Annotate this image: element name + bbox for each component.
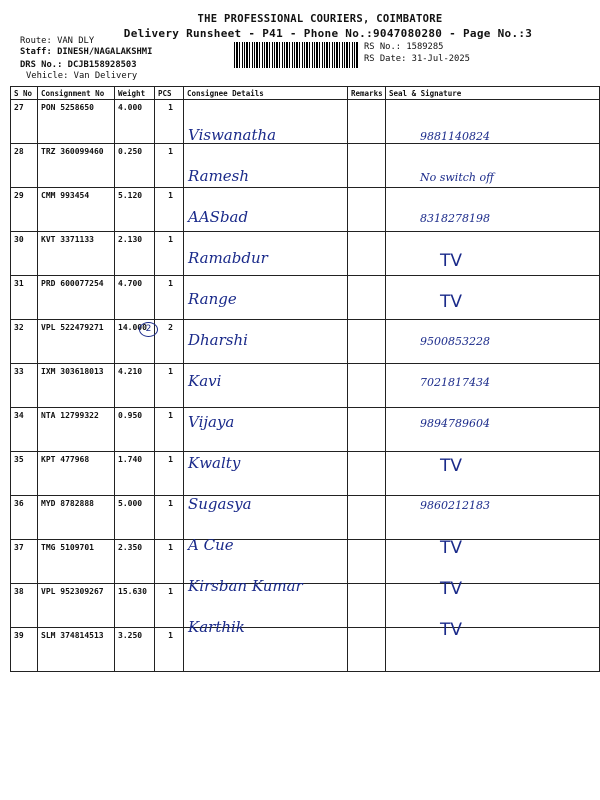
cell-pcs: 1 bbox=[155, 100, 184, 144]
cell-weight: 0.250 bbox=[115, 144, 155, 188]
handwritten-signature: TV bbox=[440, 251, 463, 271]
cell-remarks bbox=[348, 496, 386, 540]
company-title: THE PROFESSIONAL COURIERS, COIMBATORE bbox=[197, 13, 443, 25]
handwritten-consignee: Kirsban Kumar bbox=[188, 577, 303, 595]
cell-remarks bbox=[348, 364, 386, 408]
cell-sno: 36 bbox=[11, 496, 38, 540]
handwritten-consignee: Dharshi bbox=[188, 331, 248, 349]
cell-consignment: PRD 600077254 bbox=[38, 276, 115, 320]
rs-number: RS No.: 1589285 bbox=[364, 42, 444, 52]
cell-consignment: VPL 522479271 bbox=[38, 320, 115, 364]
staff-label: Staff: DINESH/NAGALAKSHMI bbox=[20, 47, 153, 57]
cell-pcs: 1 bbox=[155, 496, 184, 540]
cell-consignment: TRZ 360099460 bbox=[38, 144, 115, 188]
cell-pcs: 2 bbox=[155, 320, 184, 364]
handwritten-signature: 7021817434 bbox=[420, 376, 490, 389]
route-label: Route: VAN DLY bbox=[20, 36, 95, 46]
handwritten-consignee: Ramabdur bbox=[188, 249, 268, 267]
cell-pcs: 1 bbox=[155, 540, 184, 584]
col-header-consignment: Consignment No bbox=[38, 87, 115, 100]
cell-weight: 15.630 bbox=[115, 584, 155, 628]
cell-consignment: NTA 12799322 bbox=[38, 408, 115, 452]
cell-consignment: KVT 3371133 bbox=[38, 232, 115, 276]
cell-sno: 30 bbox=[11, 232, 38, 276]
handwritten-signature: 9894789604 bbox=[420, 417, 490, 430]
cell-pcs: 1 bbox=[155, 144, 184, 188]
handwritten-signature: TV bbox=[440, 579, 463, 599]
cell-sno: 33 bbox=[11, 364, 38, 408]
barcode-image bbox=[234, 42, 358, 68]
handwritten-signature: TV bbox=[440, 456, 463, 476]
cell-remarks bbox=[348, 276, 386, 320]
cell-weight: 2.130 bbox=[115, 232, 155, 276]
cell-seal bbox=[386, 496, 600, 540]
cell-sno: 28 bbox=[11, 144, 38, 188]
handwritten-consignee: Sugasya bbox=[188, 495, 252, 513]
handwritten-signature: No switch off bbox=[420, 171, 494, 184]
col-header-consignee: Consignee Details bbox=[184, 87, 348, 100]
cell-remarks bbox=[348, 452, 386, 496]
cell-consignment: VPL 952309267 bbox=[38, 584, 115, 628]
handwritten-signature: TV bbox=[440, 538, 463, 558]
cell-weight: 2.350 bbox=[115, 540, 155, 584]
handwritten-consignee: A Cue bbox=[188, 536, 234, 554]
cell-sno: 37 bbox=[11, 540, 38, 584]
table-row bbox=[11, 452, 600, 496]
table-row bbox=[11, 100, 600, 144]
cell-pcs: 1 bbox=[155, 628, 184, 672]
cell-sno: 32 bbox=[11, 320, 38, 364]
cell-weight: 5.000 bbox=[115, 496, 155, 540]
cell-seal bbox=[386, 188, 600, 232]
cell-seal bbox=[386, 628, 600, 672]
cell-pcs: 1 bbox=[155, 188, 184, 232]
handwritten-signature: TV bbox=[440, 620, 463, 640]
cell-remarks bbox=[348, 100, 386, 144]
cell-seal bbox=[386, 320, 600, 364]
cell-consignment: MYD 8782888 bbox=[38, 496, 115, 540]
handwritten-consignee: Viswanatha bbox=[188, 126, 277, 144]
cell-consignment: CMM 993454 bbox=[38, 188, 115, 232]
handwritten-signature: 9860212183 bbox=[420, 499, 490, 512]
handwritten-consignee: Karthik bbox=[188, 618, 245, 636]
cell-pcs: 1 bbox=[155, 452, 184, 496]
cell-remarks bbox=[348, 144, 386, 188]
rs-date: RS Date: 31-Jul-2025 bbox=[364, 54, 470, 64]
handwritten-signature: 9881140824 bbox=[420, 130, 490, 143]
cell-weight: 3.250 bbox=[115, 628, 155, 672]
cell-consignment: SLM 374814513 bbox=[38, 628, 115, 672]
cell-pcs: 1 bbox=[155, 364, 184, 408]
vehicle-label: Vehicle: Van Delivery bbox=[26, 71, 138, 81]
cell-pcs: 1 bbox=[155, 276, 184, 320]
table-row bbox=[11, 628, 600, 672]
runsheet-title: Delivery Runsheet - P41 - Phone No.:9047080280 - Page No.:3 bbox=[123, 27, 533, 40]
cell-sno: 34 bbox=[11, 408, 38, 452]
cell-sno: 39 bbox=[11, 628, 38, 672]
col-header-sno: S No bbox=[11, 87, 38, 100]
cell-remarks bbox=[348, 408, 386, 452]
cell-weight: 14.000 bbox=[115, 320, 155, 364]
table-row bbox=[11, 320, 600, 364]
cell-pcs: 1 bbox=[155, 408, 184, 452]
handwritten-consignee: Ramesh bbox=[188, 167, 250, 185]
cell-seal bbox=[386, 276, 600, 320]
col-header-pcs: PCS bbox=[155, 87, 184, 100]
cell-consignment: KPT 477968 bbox=[38, 452, 115, 496]
cell-consignment: IXM 303618013 bbox=[38, 364, 115, 408]
cell-seal bbox=[386, 584, 600, 628]
cell-remarks bbox=[348, 232, 386, 276]
cell-seal bbox=[386, 452, 600, 496]
cell-seal bbox=[386, 364, 600, 408]
cell-consignment: TMG 5109701 bbox=[38, 540, 115, 584]
cell-weight: 0.950 bbox=[115, 408, 155, 452]
handwritten-consignee: AASbad bbox=[188, 208, 249, 226]
cell-weight: 4.000 bbox=[115, 100, 155, 144]
cell-consignment: PON 5258650 bbox=[38, 100, 115, 144]
cell-remarks bbox=[348, 628, 386, 672]
col-header-weight: Weight bbox=[115, 87, 155, 100]
table-row bbox=[11, 540, 600, 584]
table-header-row bbox=[11, 87, 600, 100]
table-row bbox=[11, 408, 600, 452]
table-row bbox=[11, 496, 600, 540]
cell-sno: 27 bbox=[11, 100, 38, 144]
circled-note: 2 bbox=[139, 322, 158, 337]
table-row bbox=[11, 232, 600, 276]
cell-remarks bbox=[348, 540, 386, 584]
cell-sno: 35 bbox=[11, 452, 38, 496]
cell-seal bbox=[386, 408, 600, 452]
handwritten-signature: TV bbox=[440, 292, 463, 312]
handwritten-consignee: Kwalty bbox=[188, 454, 241, 472]
cell-weight: 5.120 bbox=[115, 188, 155, 232]
col-header-remarks: Remarks bbox=[348, 87, 386, 100]
runsheet-table bbox=[10, 86, 600, 672]
cell-remarks bbox=[348, 320, 386, 364]
cell-seal bbox=[386, 100, 600, 144]
cell-seal bbox=[386, 540, 600, 584]
table-row bbox=[11, 584, 600, 628]
cell-pcs: 1 bbox=[155, 232, 184, 276]
table-row bbox=[11, 188, 600, 232]
cell-sno: 29 bbox=[11, 188, 38, 232]
cell-remarks bbox=[348, 584, 386, 628]
cell-seal bbox=[386, 232, 600, 276]
cell-sno: 31 bbox=[11, 276, 38, 320]
handwritten-consignee: Kavi bbox=[188, 372, 222, 390]
cell-pcs: 1 bbox=[155, 584, 184, 628]
table-row bbox=[11, 364, 600, 408]
handwritten-signature: 8318278198 bbox=[420, 212, 490, 225]
cell-weight: 1.740 bbox=[115, 452, 155, 496]
cell-weight: 4.210 bbox=[115, 364, 155, 408]
handwritten-consignee: Vijaya bbox=[188, 413, 235, 431]
cell-weight: 4.700 bbox=[115, 276, 155, 320]
table-row bbox=[11, 144, 600, 188]
handwritten-consignee: Range bbox=[188, 290, 237, 308]
cell-remarks bbox=[348, 188, 386, 232]
handwritten-signature: 9500853228 bbox=[420, 335, 490, 348]
col-header-seal: Seal & Signature bbox=[386, 87, 600, 100]
cell-sno: 38 bbox=[11, 584, 38, 628]
drs-number: DRS No.: DCJB158928503 bbox=[20, 60, 137, 70]
table-row bbox=[11, 276, 600, 320]
